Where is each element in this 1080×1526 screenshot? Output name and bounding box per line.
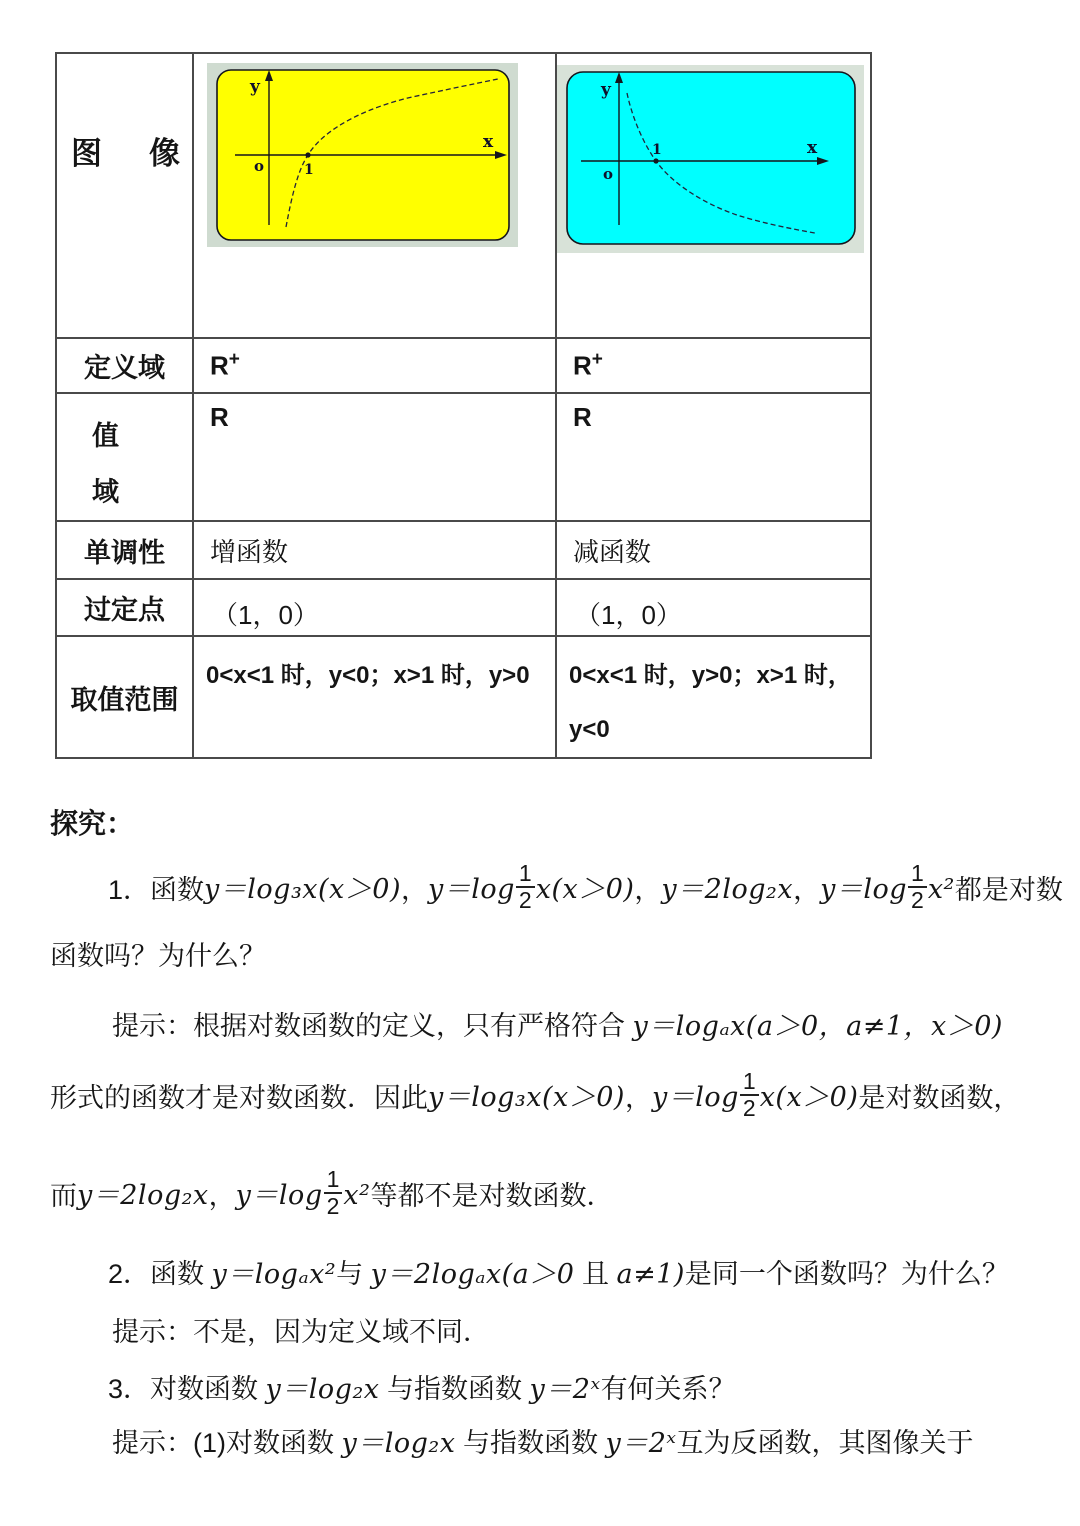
hint1-math-2log2x: y＝2log₂x <box>77 1180 209 1211</box>
explore-heading: 探究： <box>50 808 135 839</box>
fraction-one-half <box>908 861 927 914</box>
q2-math-2logax: y＝2logₐx(a＞0 <box>370 1259 575 1290</box>
monotonicity-value-left: 增函数 <box>193 521 556 579</box>
unit-tick-label: 1 <box>304 162 314 178</box>
question-1-line1 <box>108 842 1063 938</box>
decreasing-log-plot <box>557 65 864 253</box>
q2-text4: 是同一个函数吗？为什么？ <box>684 1259 1009 1289</box>
hint-1-line3 <box>50 1148 613 1244</box>
graph-row-label <box>57 54 192 173</box>
hint1-math-log3x: y＝log₃x(x＞0) <box>428 1082 625 1113</box>
range-value-right: R <box>556 393 871 521</box>
fraction-one-half <box>740 1069 759 1122</box>
fixed-point-label: 过定点 <box>56 579 193 636</box>
origin-label: o <box>254 157 265 175</box>
hint3-math-log2x: y＝log₂x <box>341 1428 456 1459</box>
q2-text3: 且 <box>574 1259 617 1289</box>
q1-comma: ， <box>634 875 662 905</box>
value-range-right-line2: y<0 <box>569 716 610 743</box>
table-row-fixed-point <box>56 579 871 636</box>
hint1-text3: 是对数函数， <box>858 1083 1021 1113</box>
value-range-left-line: 0<x<1 时，y<0；x>1 时，y>0 <box>206 662 530 689</box>
q3-text3: 有何关系？ <box>600 1374 736 1404</box>
q3-text2: 与指数函数 <box>379 1374 530 1404</box>
graph-label-char2: 像 <box>149 136 180 171</box>
table-row-graph <box>56 53 871 338</box>
hint3-math-2powx: y＝2ˣ <box>605 1428 677 1459</box>
fixed-point-value-right: （1，0） <box>556 579 871 636</box>
value-range-label: 取值范围 <box>56 636 193 758</box>
hint1-text5: 等都不是对数函数． <box>370 1181 614 1211</box>
q1-math-loghalf-x2-pre: y＝log <box>820 874 908 905</box>
hint-1-line1 <box>112 1006 1003 1047</box>
fixed-point-value-left: （1，0） <box>193 579 556 636</box>
hint-2-line: 提示：不是，因为定义域不同． <box>112 1317 490 1347</box>
table-row-monotonicity <box>56 521 871 579</box>
increasing-log-graph <box>207 63 518 252</box>
q2-math-aneq1: a≠1) <box>616 1259 685 1290</box>
hint1-text: 提示：根据对数函数的定义，只有严格符合 <box>112 1011 633 1041</box>
range-label <box>57 394 192 520</box>
hint1-math-logax: y＝logₐx(a＞0，a≠1，x＞0) <box>632 1011 1003 1042</box>
domain-r: R <box>573 350 592 381</box>
question-2-line <box>108 1254 1009 1295</box>
domain-plus-sup: + <box>591 349 603 371</box>
range-label-char1: 值 <box>92 421 119 451</box>
q1-math-loghalf-post: x(x＞0) <box>535 874 635 905</box>
graph-label-char1: 图 <box>71 136 102 171</box>
range-label-cell <box>56 393 193 521</box>
q2-math-logax2: y＝logₐx² <box>211 1259 337 1290</box>
question-3-line <box>108 1369 736 1410</box>
q1-text-end: 都是对数 <box>954 875 1063 905</box>
range-value-left: R <box>193 393 556 521</box>
q3-text: 3．对数函数 <box>108 1374 266 1404</box>
hint1-text2: 形式的函数才是对数函数．因此 <box>50 1083 428 1113</box>
hint1-math-loghalf-x2-pre: y＝log <box>235 1180 323 1211</box>
increasing-log-graph-cell <box>193 53 556 338</box>
value-range-right <box>556 636 871 758</box>
hint1-math-loghalf-post: x(x＞0) <box>759 1082 859 1113</box>
y-axis-label: y <box>601 80 611 100</box>
hint3-text: 提示：(1)对数函数 <box>112 1428 342 1458</box>
point-1-0-dot <box>653 158 658 163</box>
q1-math-log3x: y＝log₃x(x＞0) <box>204 874 401 905</box>
hint3-text3: 互为反函数，其图像关于 <box>676 1428 974 1458</box>
table-row-range <box>56 393 871 521</box>
hint1-math-loghalf-x2-post: x² <box>343 1180 371 1211</box>
q1-comma: ， <box>400 875 428 905</box>
hint1-comma: ， <box>208 1181 236 1211</box>
origin-label: o <box>603 165 614 183</box>
graph-row-label-cell <box>56 53 193 338</box>
q1-text: 1．函数 <box>108 875 205 905</box>
hint1-math-loghalf-pre: y＝log <box>651 1082 739 1113</box>
value-range-right-line1: 0<x<1 时，y>0；x>1 时， <box>569 662 852 689</box>
hint1-comma: ， <box>624 1083 652 1113</box>
fraction-one-half <box>324 1167 343 1220</box>
fraction-numerator: 1 <box>326 1165 340 1192</box>
increasing-log-plot <box>207 63 518 247</box>
x-axis-label: x <box>483 132 494 152</box>
q3-math-log2x: y＝log₂x <box>265 1374 380 1405</box>
domain-r: R <box>210 350 229 381</box>
domain-plus-sup: + <box>228 349 240 371</box>
range-label-char2: 域 <box>92 477 119 507</box>
x-axis-label: x <box>807 138 818 158</box>
q1-comma: ， <box>793 875 821 905</box>
decreasing-log-graph-cell <box>556 53 871 338</box>
value-range-left <box>193 636 556 758</box>
fraction-denominator: 2 <box>324 1192 343 1219</box>
q2-text: 2．函数 <box>108 1259 212 1289</box>
domain-value-right <box>556 338 871 393</box>
log-function-properties-table <box>55 52 872 759</box>
q1-math-loghalf-x2-post: x² <box>927 874 955 905</box>
table-row-value-range <box>56 636 871 758</box>
hint-3-line <box>112 1423 974 1464</box>
table-row-domain <box>56 338 871 393</box>
q1-math-loghalf-pre: y＝log <box>427 874 515 905</box>
domain-value-left <box>193 338 556 393</box>
fraction-denominator: 2 <box>908 886 927 913</box>
monotonicity-label: 单调性 <box>56 521 193 579</box>
hint1-text4: 而 <box>50 1181 77 1211</box>
domain-label: 定义域 <box>56 338 193 393</box>
hint-1-line2 <box>50 1048 1020 1148</box>
decreasing-log-graph <box>557 65 864 258</box>
fraction-numerator: 1 <box>518 859 532 886</box>
fraction-one-half <box>516 861 535 914</box>
q3-math-2powx: y＝2ˣ <box>529 1374 601 1405</box>
fraction-denominator: 2 <box>740 1094 759 1121</box>
question-1-line2: 函数吗？为什么？ <box>50 941 266 971</box>
hint3-text2: 与指数函数 <box>455 1428 606 1458</box>
fraction-denominator: 2 <box>516 886 535 913</box>
y-axis-label: y <box>250 77 260 97</box>
fraction-numerator: 1 <box>911 859 924 886</box>
unit-tick-label: 1 <box>652 142 662 158</box>
point-1-0-dot <box>305 152 310 157</box>
fraction-numerator: 1 <box>742 1067 756 1094</box>
q2-text2: 与 <box>336 1259 371 1289</box>
monotonicity-value-right: 减函数 <box>556 521 871 579</box>
q1-math-2log2x: y＝2log₂x <box>661 874 794 905</box>
